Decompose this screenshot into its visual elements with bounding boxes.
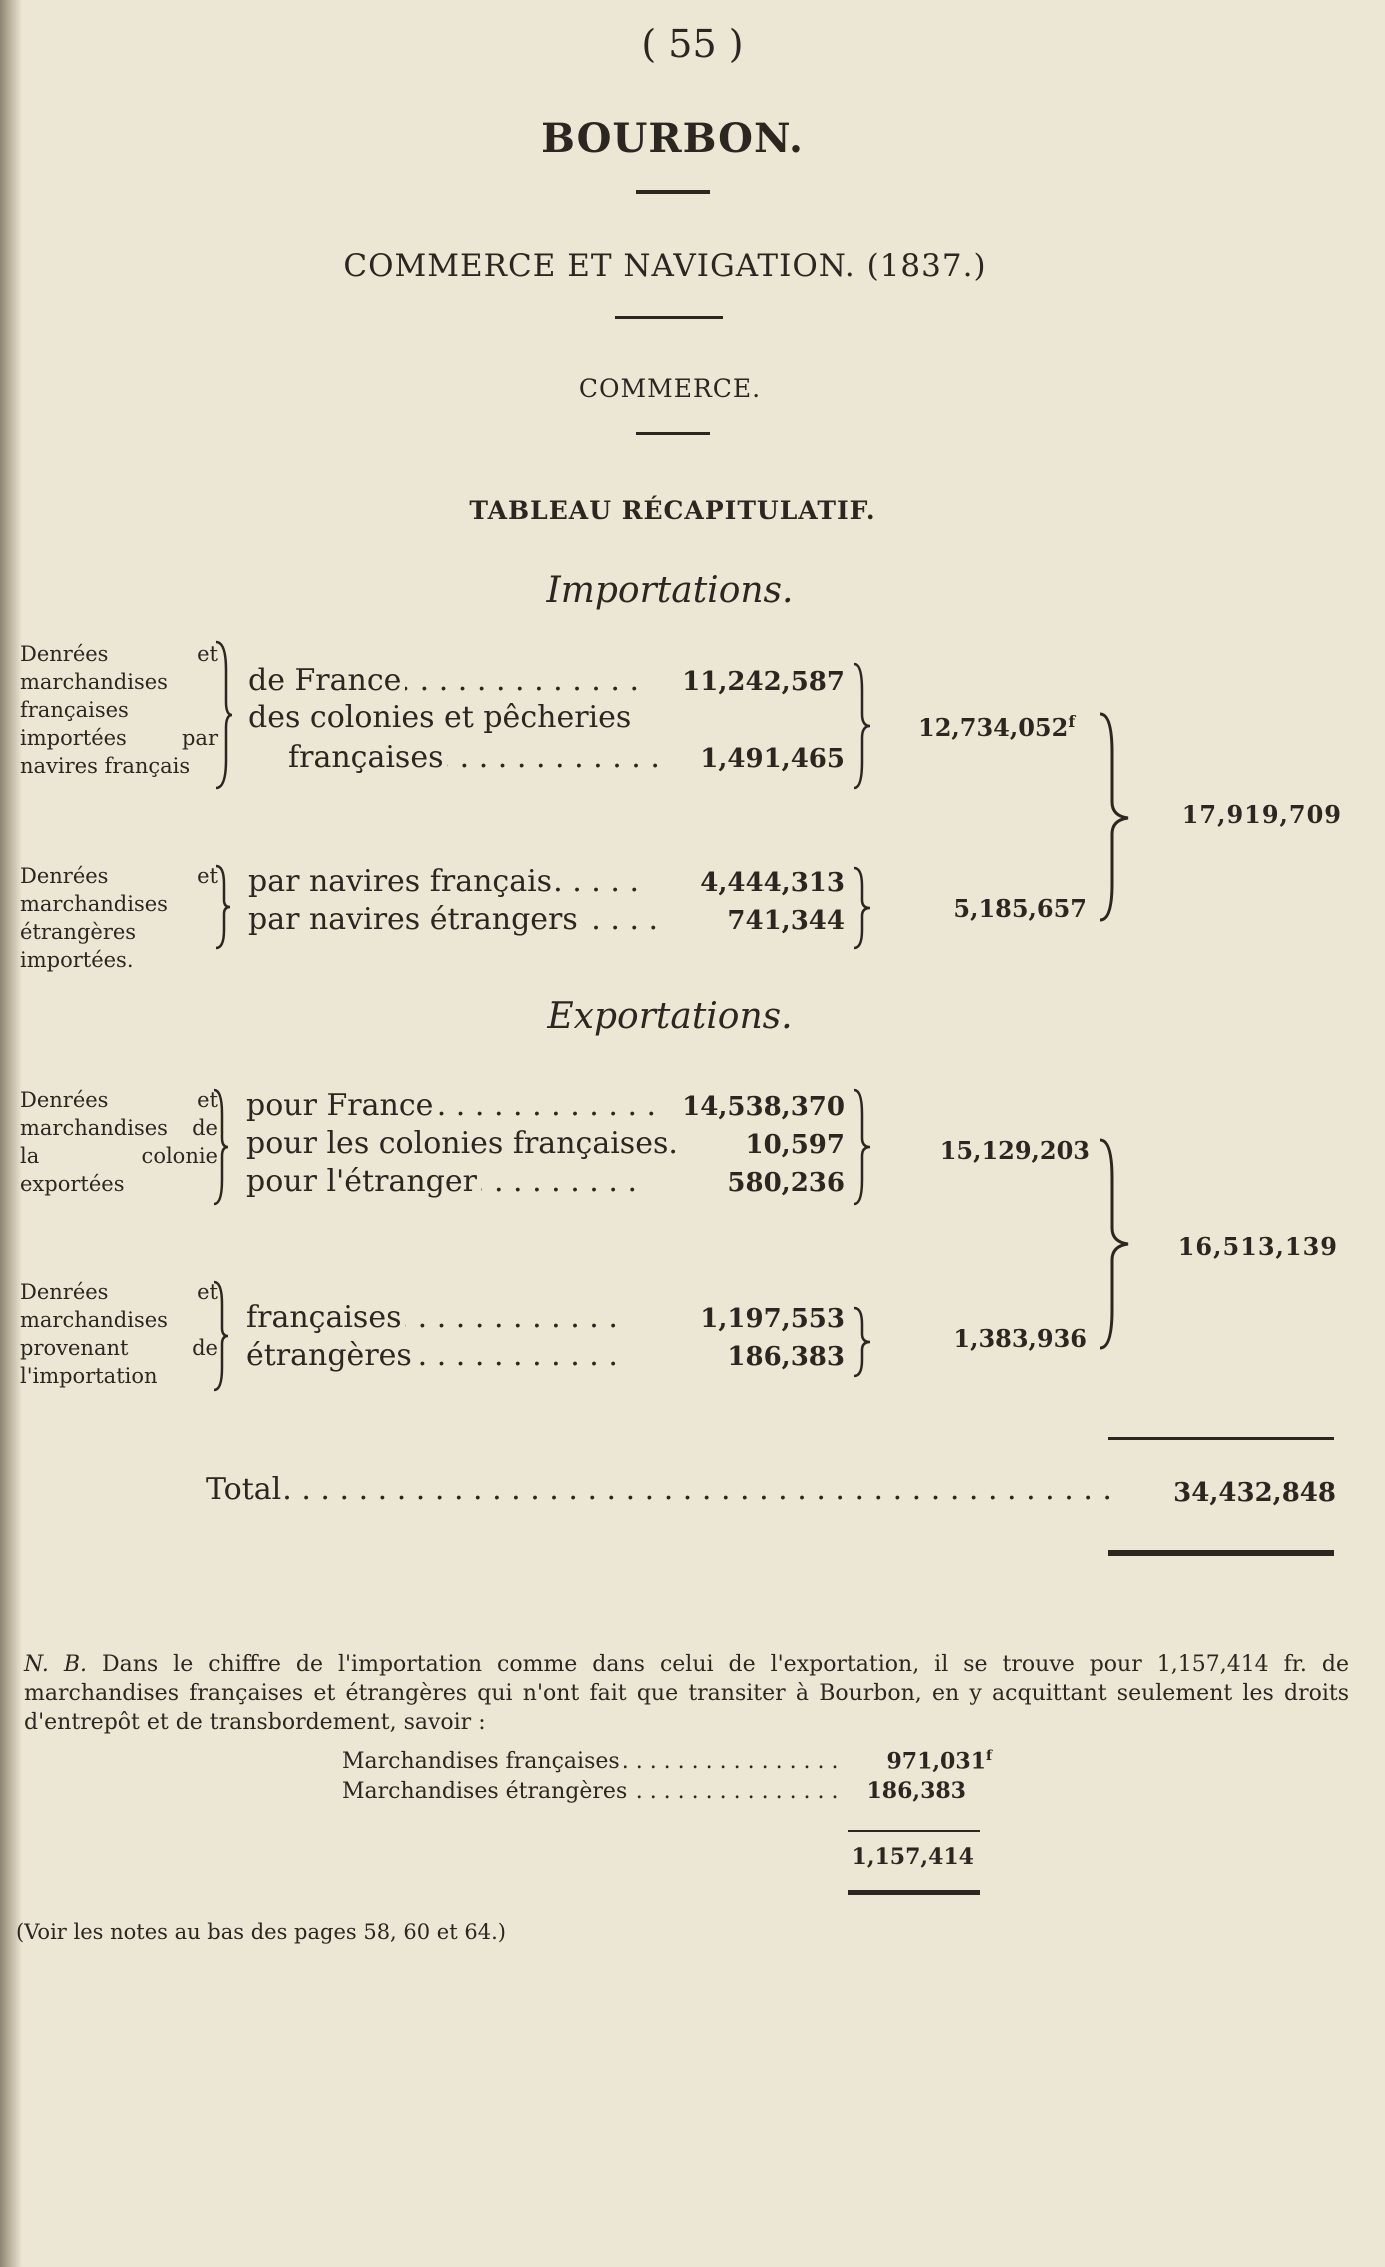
export-group2-subtotal: 1,383,936 [953, 1324, 1087, 1353]
import-value-navires-francais: 4,444,313 [700, 868, 845, 898]
total-top-rule [1108, 1437, 1334, 1440]
import-row-navires-etrangers: par navires étrangers . . . [248, 902, 658, 938]
import-group1-subtotal: 12,734,052$^f$ [918, 712, 1076, 742]
import-value-de-france: 11,242,587 [682, 667, 845, 697]
export-row-colonies: pour les colonies françaises. [246, 1126, 678, 1161]
section-rule [636, 432, 710, 435]
export-group1-right-brace [852, 1088, 874, 1206]
export-total: 16,513,139 [1177, 1232, 1338, 1261]
note-bottom-rule [848, 1890, 980, 1895]
export-group2-left-brace [210, 1280, 230, 1392]
section-heading: COMMERCE. [578, 374, 762, 403]
import-group2-subtotal: 5,185,657 [953, 894, 1087, 923]
page-number: ( 55 ) [641, 22, 744, 66]
import-group2-label: Denrées et marchandises étrangères importées. [20, 864, 218, 972]
total-bottom-rule [1108, 1550, 1334, 1556]
export-value-etrangeres: 186,383 [727, 1342, 845, 1372]
grand-total-value: 34,432,848 [1173, 1478, 1336, 1508]
export-group2-label: Denrées et marchandises provenant de l'importation [20, 1280, 218, 1388]
import-row-de-france: de France . . . [248, 663, 646, 699]
subtitle: COMMERCE ET NAVIGATION. (1837.) [343, 248, 987, 284]
import-group2-left-brace [212, 864, 232, 950]
export-total-brace [1098, 1138, 1132, 1350]
table-title: TABLEAU RÉCAPITULATIF. [469, 496, 876, 525]
importations-heading: Importations. [546, 570, 794, 611]
import-row-colonies: des colonies et pêcheries [248, 700, 632, 735]
export-row-etranger: pour l'étranger . . . [246, 1164, 648, 1200]
export-group1-left-brace [210, 1088, 230, 1206]
note-row-francaises: Marchandises françaises . . . [342, 1748, 842, 1776]
export-value-pour-france: 14,538,370 [682, 1092, 845, 1122]
import-group1-left-brace [212, 640, 232, 790]
footer-note: (Voir les notes au bas des pages 58, 60 et 64.) [16, 1920, 506, 1944]
export-group1-label: Denrées et marchandises de la colonie exportées [20, 1088, 218, 1196]
subtitle-rule [615, 316, 723, 319]
import-value-navires-etrangers: 741,344 [727, 906, 845, 936]
import-group1-right-brace [852, 662, 874, 790]
import-row-colonies-line2: françaises . . . [288, 740, 663, 776]
export-row-francaises: françaises . . . [246, 1300, 626, 1336]
export-row-etrangeres: étrangères . . . [246, 1338, 626, 1374]
import-total-brace [1098, 712, 1132, 922]
import-row-navires-francais: par navires français . . . [248, 864, 648, 900]
note-total: 1,157,414 [851, 1844, 974, 1870]
export-group2-right-brace [852, 1306, 874, 1378]
export-value-colonies: 10,597 [745, 1130, 845, 1160]
note-top-rule [848, 1830, 980, 1832]
import-group2-right-brace [852, 866, 874, 950]
exportations-heading: Exportations. [547, 996, 793, 1037]
export-row-pour-france: pour France . . . [246, 1088, 654, 1124]
note-value-etrangeres: 186,383 [866, 1778, 966, 1804]
note-row-etrangeres: Marchandises étrangères . . . [342, 1778, 842, 1806]
export-value-francaises: 1,197,553 [700, 1304, 845, 1334]
page-title: BOURBON. [541, 115, 804, 162]
export-value-etranger: 580,236 [727, 1168, 845, 1198]
title-rule [636, 190, 710, 194]
import-total: 17,919,709 [1181, 800, 1342, 829]
footnote: N. B. Dans le chiffre de l'importation comme dans celui de l'exportation, il se trouve pour 1,157,414 fr. de marchandises françaises et étrangères qui n'ont fait que transiter à Bourbon, en y acquittant seulement les droits d'entrepôt et de transbordement, savoir : [24, 1652, 1349, 1735]
import-value-colonies: 1,491,465 [700, 744, 845, 774]
export-group1-subtotal: 15,129,203 [939, 1136, 1090, 1165]
grand-total-row: Total . . . [206, 1472, 1110, 1508]
import-group1-label: Denrées et marchandises françaises importées par navires français [20, 642, 218, 778]
note-value-francaises: 971,031$^f$ [886, 1748, 992, 1775]
